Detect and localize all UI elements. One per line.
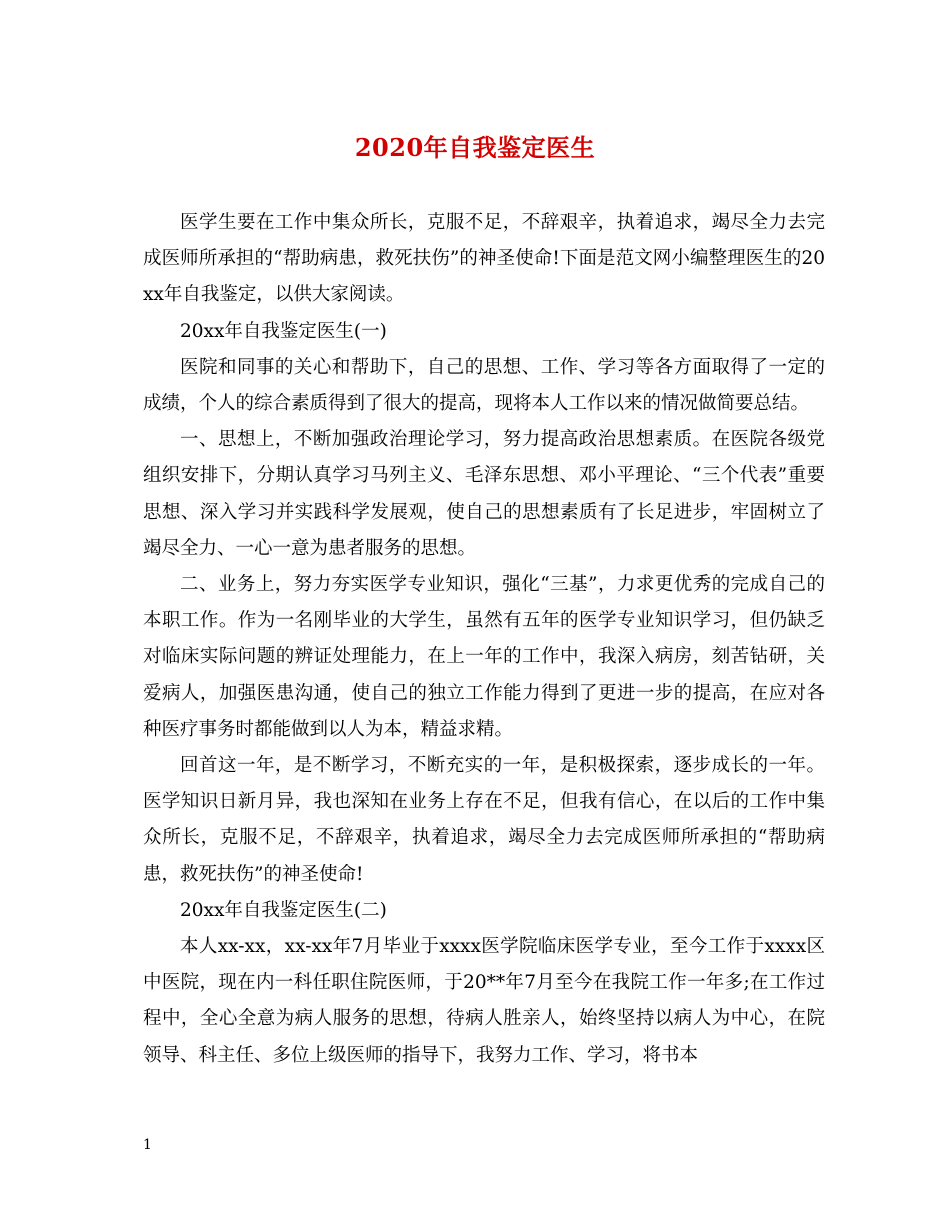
page-number: 1: [143, 1137, 152, 1153]
section-heading-2: 20xx年自我鉴定医生(二): [180, 899, 387, 921]
body-paragraph: 一、思想上，不断加强政治理论学习，努力提高政治思想素质。在医院各级党组织安排下，分期认真学习马列主义、毛泽东思想、邓小平理论、“三个代表”重要思想、深入学习并实践科学发展观，使自己的思想素质有了长足进步，牢固树立了竭尽全力、一心一意为患者服务的思想。: [143, 429, 825, 559]
body-paragraph: 回首这一年，是不断学习，不断充实的一年，是积极探索，逐步成长的一年。医学知识日新月异，我也深知在业务上存在不足，但我有信心，在以后的工作中集众所长，克服不足，不辞艰辛，执着追求，竭尽全力去完成医师所承担的“帮助病患，救死扶伤”的神圣使命!: [143, 755, 825, 885]
document-title: 2020年自我鉴定医生: [354, 133, 596, 162]
body-paragraph: 本人xx-xx，xx-xx年7月毕业于xxxx医学院临床医学专业，至今工作于xxxx区中医院，现在内一科任职住院医师，于20**年7月至今在我院工作一年多;在工作过程中，全心全意为病人服务的思想，待病人胜亲人，始终坚持以病人为中心，在院领导、科主任、多位上级医师的指导下，我努力工作、学习，将书本: [143, 936, 825, 1066]
body-paragraph: 医院和同事的关心和帮助下，自己的思想、工作、学习等各方面取得了一定的成绩，个人的综合素质得到了很大的提高，现将本人工作以来的情况做简要总结。: [143, 356, 825, 415]
intro-paragraph: 医学生要在工作中集众所长，克服不足，不辞艰辛，执着追求，竭尽全力去完成医师所承担的“帮助病患，救死扶伤”的神圣使命!下面是范文网小编整理医生的20xx年自我鉴定，以供大家阅读。: [143, 212, 825, 306]
document-body: [143, 205, 825, 1074]
section-heading-1: 20xx年自我鉴定医生(一): [180, 320, 387, 342]
body-paragraph: 二、业务上，努力夯实医学专业知识，强化“三基”，力求更优秀的完成自己的本职工作。作为一名刚毕业的大学生，虽然有五年的医学专业知识学习，但仍缺乏对临床实际问题的辨证处理能力，在上一年的工作中，我深入病房，刻苦钻研，关爱病人，加强医患沟通，使自己的独立工作能力得到了更进一步的提高，在应对各种医疗事务时都能做到以人为本，精益求精。: [143, 574, 825, 740]
